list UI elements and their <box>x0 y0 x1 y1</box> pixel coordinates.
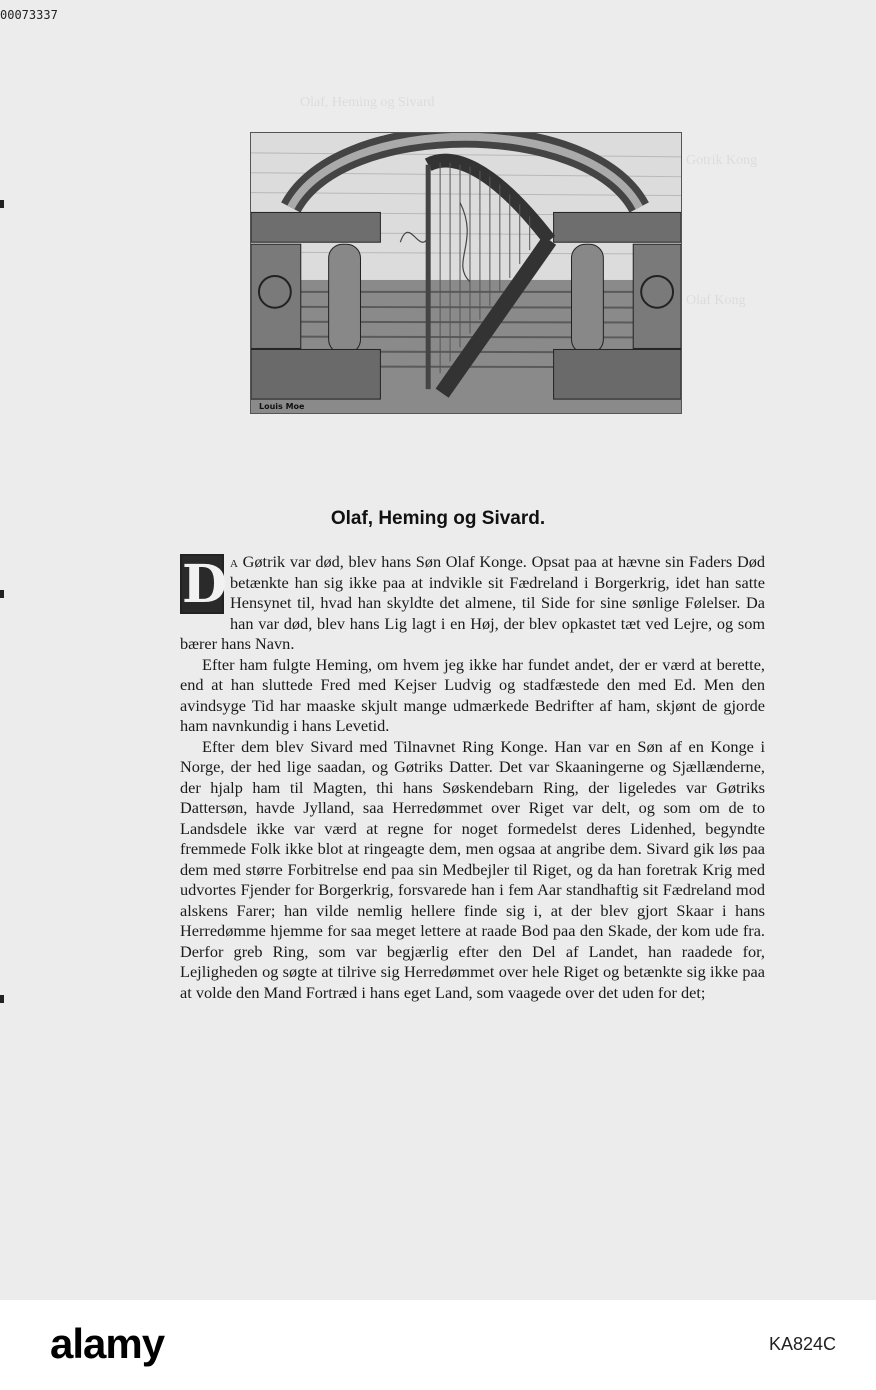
scan-edge-mark <box>0 995 4 1003</box>
show-through-text: Gotrik Kong <box>686 153 758 168</box>
harp-illustration <box>250 132 682 414</box>
chapter-body <box>180 552 765 1003</box>
paragraph-1 <box>180 552 765 655</box>
paragraph-1-text: Gøtrik var død, blev hans Søn Olaf Konge. Opsat paa at hævne sin Faders Død betænkte han sig ikke paa at indvikle sit Fædreland i Borgerkrig, idet han satte Hensynet til, hvad han skyldte det almene, til Side for sine sønlige Følelser. Da han var død, blev hans Lig lagt i en Høj, der blev opkastet tæt ved Lejre, og som bærer hans Navn. <box>180 552 765 653</box>
chapter-title: Olaf, Heming og Sivard. <box>330 508 546 529</box>
show-through-text: Olaf, Heming og Sivard <box>300 95 435 110</box>
stock-watermark-bar <box>0 1300 876 1390</box>
stock-image-id: KA824C <box>768 1334 836 1354</box>
paragraph-3: Efter dem blev Sivard med Tilnavnet Ring Konge. Han var en Søn af en Konge i Norge, der hed lige saadan, og Gøtriks Datter. Det var Skaaningerne og Sjællænderne, der hjalp ham til Magten, thi hans Søskendebarn Ring, der ligeledes var Gøtriks Dattersøn, havde Jylland, saa Herredømmet over Riget var delt, og som om de to Landsdele ikke var værd at regne for noget formedelst deres Lidenhed, begyndte fremmede Folk ikke blot at ringeagte dem, men ogsaa at angribe dem. Sivard gik løs paa dem med større Forbitrelse end paa sin Medbejler til Riget, og da han foretrak Krig med udvortes Fjender for Borgerkrig, forsvarede han i fem Aar standhaftig sit Fædreland mod alskens Farer; han vilde nemlig hellere finde sig i, at der blev gjort Skaar i hans Herredømme hjemme for saa meget lettere at raade Bod paa den Skade, der kom ude fra. Derfor greb Ring, som var begjærlig efter den Del af Landet, han raadede for, Lejligheden og søgte at tilrive sig Herredømmet over hele Riget og betænkte sig ikke paa at volde den Mand Fortræd i hans eget Land, som vaagede over det uden for det; <box>180 736 765 1002</box>
show-through-text: Olaf Kong <box>686 293 746 308</box>
drop-cap-letter: D <box>182 554 228 615</box>
scan-edge-mark <box>0 200 4 208</box>
artist-signature: Louis Moe <box>259 402 305 411</box>
harp-arch-drawing <box>251 133 681 413</box>
drop-cap-continuation: a <box>230 552 238 571</box>
page-id-label: 00073337 <box>0 8 58 22</box>
drop-cap-ornament <box>180 554 228 615</box>
stock-logo: alamy <box>50 1320 165 1367</box>
paragraph-2: Efter ham fulgte Heming, om hvem jeg ikke har fundet andet, der er værd at berette, end at han sluttede Fred med Kejser Ludvig og stadfæstede den med Ed. Men den avindsyge Tid har maaske skjult mange udmærkede Bedrifter af ham, skjønt de gjorde ham navnkundig i hans Levetid. <box>180 654 765 735</box>
scan-edge-mark <box>0 590 4 598</box>
